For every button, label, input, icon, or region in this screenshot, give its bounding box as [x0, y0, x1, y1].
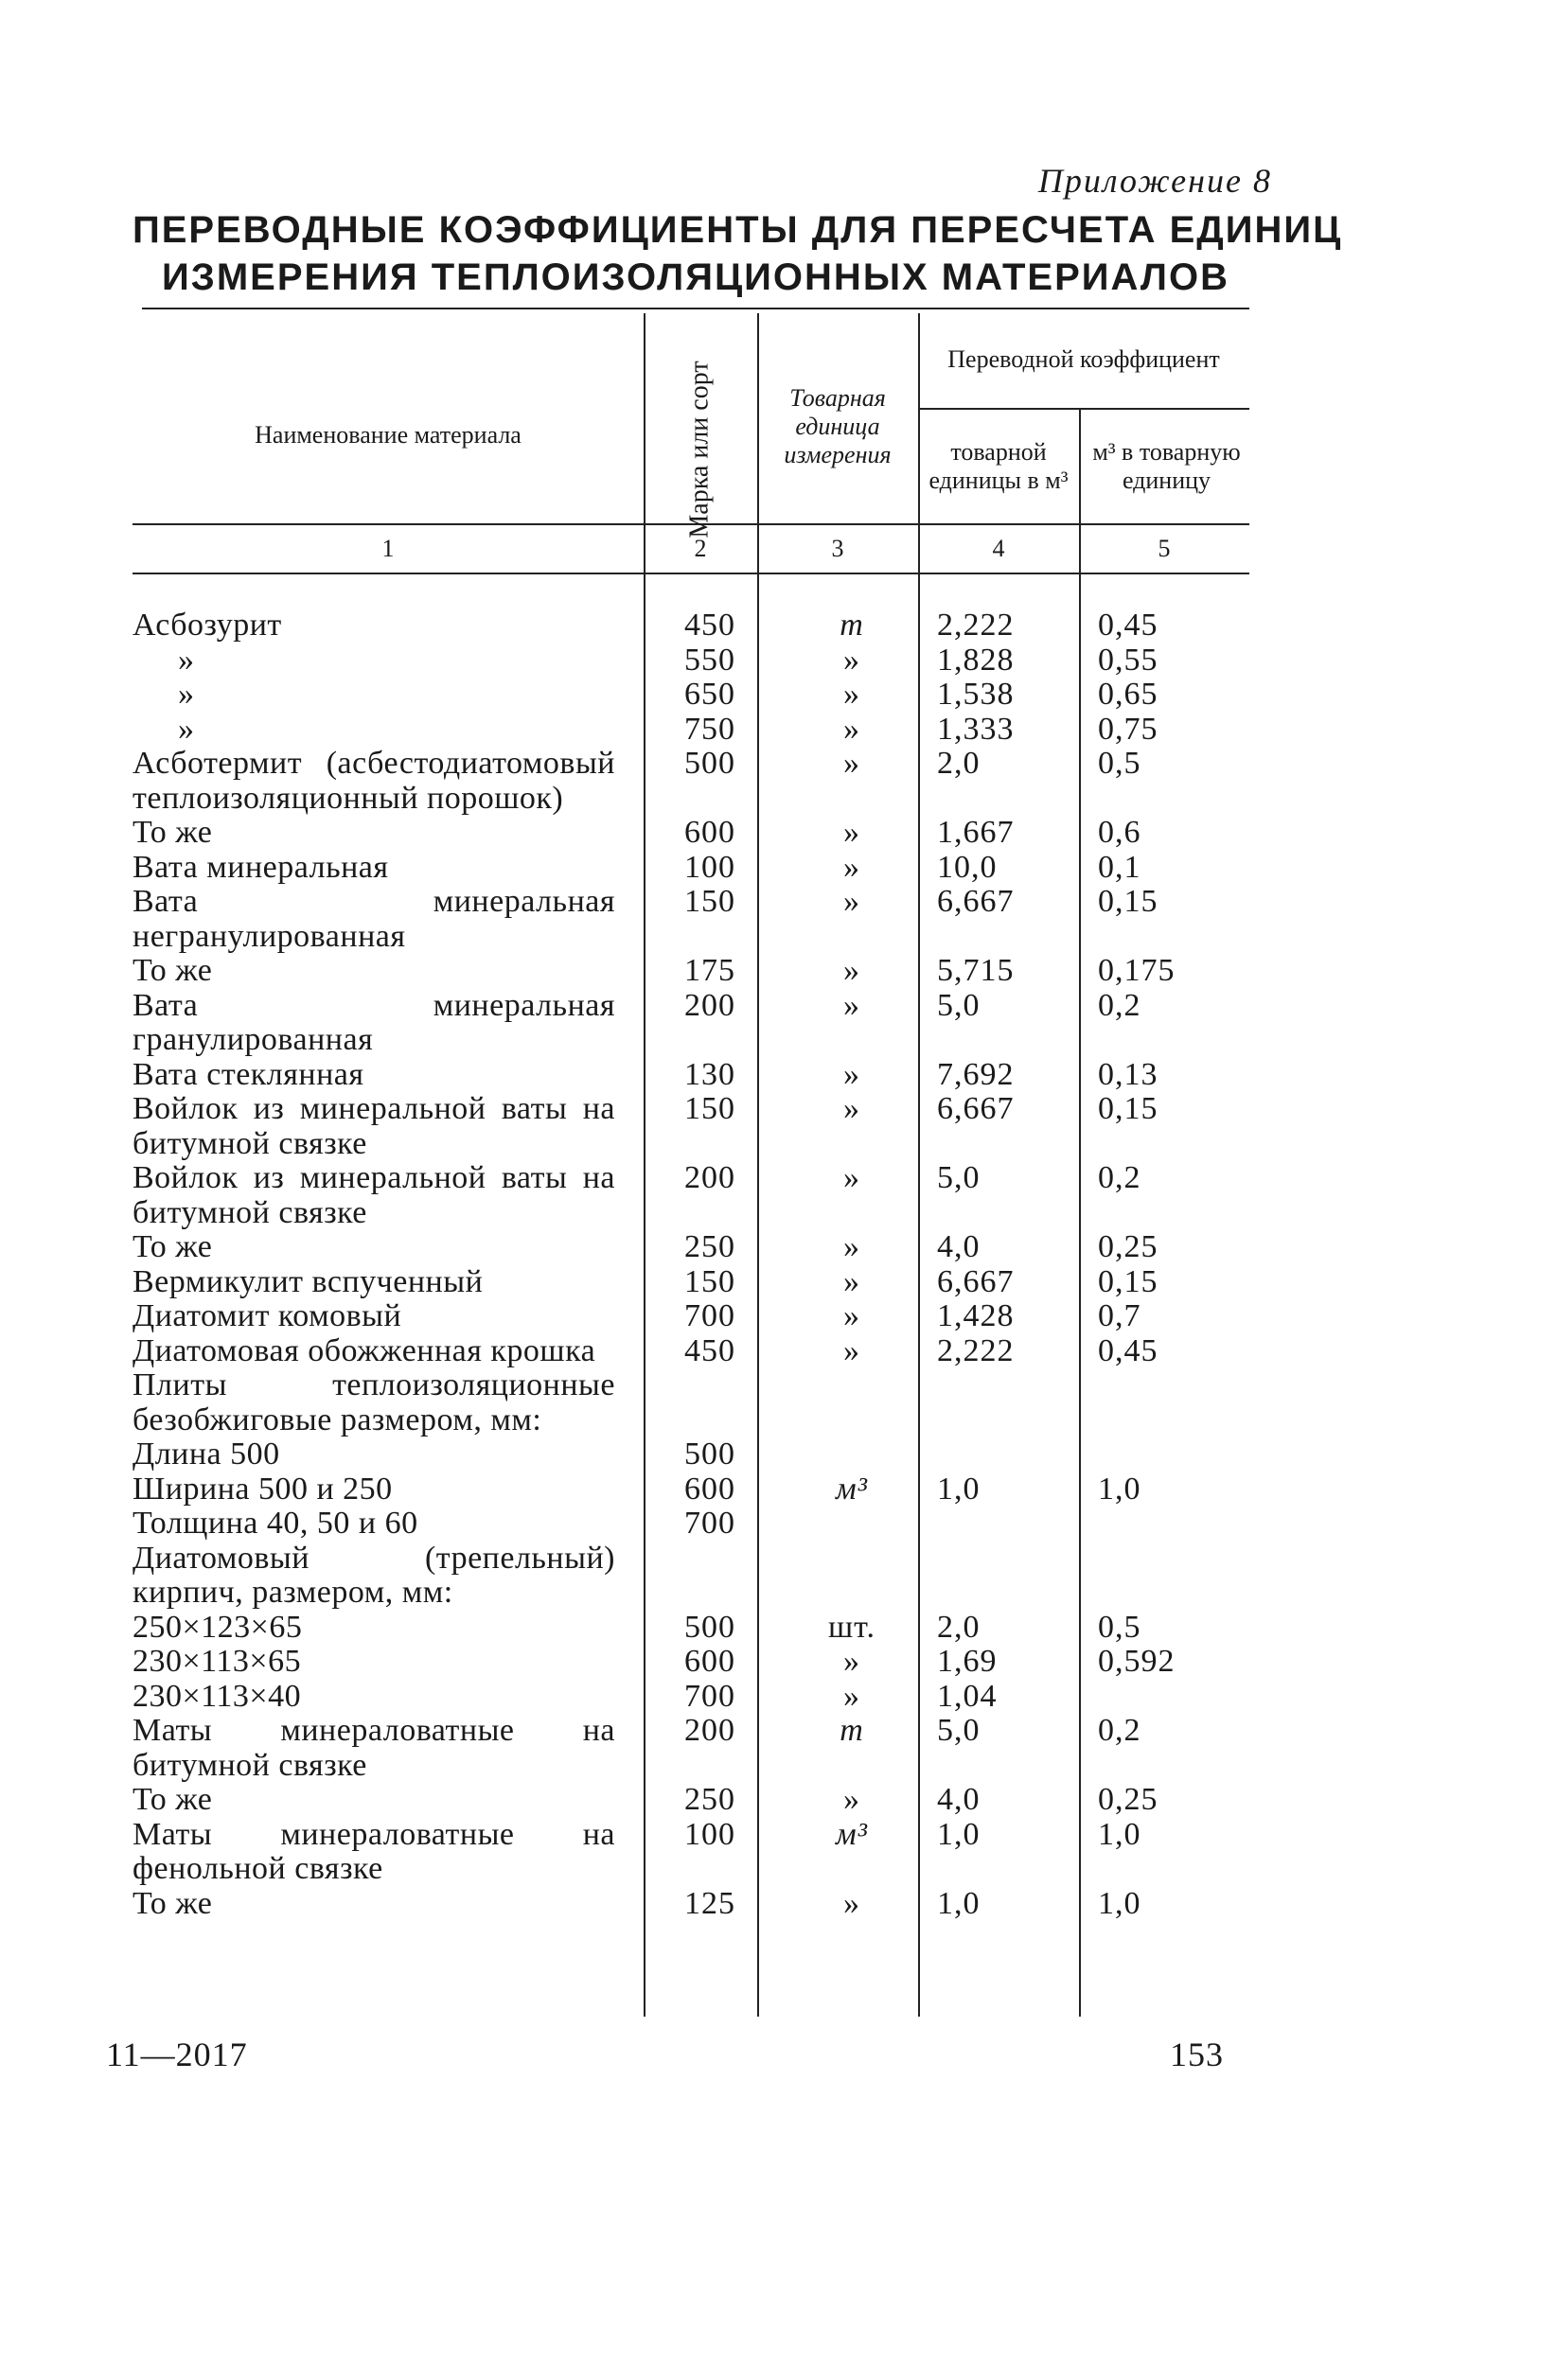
grade-cell: 650	[684, 677, 735, 712]
unit-cell: »	[843, 1332, 860, 1368]
coef-unit-to-m3-cell: 4,0	[937, 1229, 981, 1264]
coef-unit-to-m3-cell: 1,428	[937, 1298, 1015, 1333]
grade-cell: 500	[684, 1609, 735, 1645]
table-row	[133, 1645, 1259, 1680]
coef-m3-to-unit-cell: 1,0	[1098, 1816, 1141, 1852]
grade-cell: 150	[684, 884, 735, 919]
coef-m3-to-unit-cell: 0,2	[1098, 1713, 1141, 1748]
unit-cell: »	[843, 711, 860, 747]
table-row	[133, 1680, 1259, 1715]
header-unit: Товарная единица измерения	[784, 384, 892, 468]
coef-unit-to-m3-cell: 5,715	[937, 953, 1015, 988]
conversion-table	[133, 308, 1259, 2030]
table-row	[133, 1437, 1259, 1472]
grade-cell: 175	[684, 953, 735, 988]
grade-cell: 100	[684, 849, 735, 885]
table-row	[133, 1230, 1259, 1265]
material-name-cell: То же	[133, 1782, 213, 1817]
coef-unit-to-m3-cell: 5,0	[937, 1713, 981, 1748]
header-grade	[644, 361, 757, 538]
material-name-cell: 250×123×65	[133, 1609, 303, 1645]
material-name-cell: Диатомовая обожженная крошка	[133, 1332, 596, 1368]
coef-unit-to-m3-cell: 1,0	[937, 1816, 981, 1852]
title-line-2: ИЗМЕРЕНИЯ ТЕПЛОИЗОЛЯЦИОННЫХ МАТЕРИАЛОВ	[162, 256, 1229, 298]
material-name-cell: Вермикулит вспученный	[133, 1263, 484, 1299]
coef-unit-to-m3-cell: 1,0	[937, 1885, 981, 1921]
coef-unit-to-m3-cell: 1,333	[937, 711, 1015, 747]
unit-cell: »	[843, 1056, 860, 1092]
coef-m3-to-unit-cell: 0,55	[1098, 642, 1158, 678]
header-grade-text: Марка или сорт	[685, 361, 716, 538]
table-row	[133, 643, 1259, 679]
unit-cell: »	[843, 642, 860, 678]
coef-unit-to-m3-cell: 6,667	[937, 1091, 1015, 1126]
grade-cell: 250	[684, 1782, 735, 1817]
coef-m3-to-unit-cell: 0,7	[1098, 1298, 1141, 1333]
unit-cell: »	[843, 953, 860, 988]
unit-cell: шт.	[828, 1609, 875, 1645]
colnum-5: 5	[1158, 535, 1171, 562]
unit-cell: »	[843, 1782, 860, 1817]
material-name-cell: То же	[133, 1885, 213, 1921]
material-name-cell: Вата минеральная негранулированная	[133, 884, 615, 954]
material-name-cell: Вата минеральная гранулированная	[133, 987, 615, 1057]
coef-unit-to-m3-cell: 6,667	[937, 1263, 1015, 1299]
material-name-cell: То же	[133, 1229, 213, 1264]
unit-cell: »	[843, 1229, 860, 1264]
table-row	[133, 1058, 1259, 1093]
table-row	[133, 1818, 1259, 1887]
coef-m3-to-unit-cell: 0,175	[1098, 953, 1176, 988]
grade-cell: 550	[684, 642, 735, 678]
grade-cell: 500	[684, 1437, 735, 1472]
table-row	[133, 678, 1259, 713]
coef-m3-to-unit-cell: 0,25	[1098, 1782, 1158, 1817]
table-row	[133, 1542, 1259, 1611]
coef-m3-to-unit-cell: 0,65	[1098, 677, 1158, 712]
table-body	[133, 608, 1259, 1921]
table-row	[133, 816, 1259, 851]
appendix-label: Приложение 8	[1037, 162, 1272, 200]
unit-cell: »	[843, 677, 860, 712]
table-row	[133, 1887, 1259, 1922]
unit-cell: »	[843, 746, 860, 781]
unit-cell: »	[843, 1678, 860, 1714]
unit-cell: м³	[836, 1471, 868, 1507]
colnum-4: 4	[992, 535, 1005, 562]
coef-m3-to-unit-cell: 0,75	[1098, 711, 1158, 747]
table-row	[133, 989, 1259, 1058]
grade-cell: 700	[684, 1678, 735, 1714]
grade-cell: 130	[684, 1056, 735, 1092]
material-name-cell: То же	[133, 815, 213, 850]
coef-m3-to-unit-cell: 1,0	[1098, 1885, 1141, 1921]
coef-unit-to-m3-cell: 1,828	[937, 642, 1015, 678]
unit-cell: »	[843, 1885, 860, 1921]
material-name-cell: Плиты теплоизоляционные безобжиговые размером, мм:	[133, 1367, 615, 1437]
grade-cell: 250	[684, 1229, 735, 1264]
grade-cell: 200	[684, 987, 735, 1023]
material-name-cell: »	[178, 642, 195, 678]
unit-cell: т	[840, 1713, 864, 1748]
colnum-2: 2	[694, 535, 707, 562]
grade-cell: 200	[684, 1713, 735, 1748]
table-row	[133, 1334, 1259, 1369]
coef-m3-to-unit-cell: 0,15	[1098, 1263, 1158, 1299]
table-row	[133, 851, 1259, 886]
coef-m3-to-unit-cell: 0,1	[1098, 849, 1141, 885]
coef-m3-to-unit-cell: 0,2	[1098, 1160, 1141, 1195]
grade-cell: 600	[684, 1471, 735, 1507]
material-name-cell: Войлок из минеральной ваты на битумной связке	[133, 1160, 615, 1230]
grade-cell: 700	[684, 1298, 735, 1333]
coef-m3-to-unit-cell: 0,592	[1098, 1644, 1176, 1679]
table-row	[133, 608, 1259, 643]
grade-cell: 150	[684, 1263, 735, 1299]
table-row	[133, 1092, 1259, 1161]
page-title	[133, 206, 1343, 301]
table-row	[133, 747, 1259, 816]
coef-unit-to-m3-cell: 1,69	[937, 1644, 998, 1679]
unit-cell: »	[843, 884, 860, 919]
colnum-1: 1	[381, 535, 395, 562]
coef-m3-to-unit-cell: 0,45	[1098, 1332, 1158, 1368]
coef-unit-to-m3-cell: 1,04	[937, 1678, 998, 1714]
grade-cell: 200	[684, 1160, 735, 1195]
table-row	[133, 954, 1259, 989]
grade-cell: 750	[684, 711, 735, 747]
table-row	[133, 1611, 1259, 1646]
colnum-3: 3	[831, 535, 844, 562]
coef-unit-to-m3-cell: 5,0	[937, 1160, 981, 1195]
table-row	[133, 1507, 1259, 1542]
grade-cell: 600	[684, 815, 735, 850]
material-name-cell: То же	[133, 953, 213, 988]
coef-m3-to-unit-cell: 0,25	[1098, 1229, 1158, 1264]
table-row	[133, 713, 1259, 748]
material-name-cell: »	[178, 711, 195, 747]
coef-m3-to-unit-cell: 0,5	[1098, 1609, 1141, 1645]
unit-cell: »	[843, 815, 860, 850]
coef-unit-to-m3-cell: 2,222	[937, 1332, 1015, 1368]
coef-unit-to-m3-cell: 7,692	[937, 1056, 1015, 1092]
grade-cell: 700	[684, 1506, 735, 1541]
material-name-cell: Вата стеклянная	[133, 1056, 364, 1092]
unit-cell: »	[843, 987, 860, 1023]
material-name-cell: Толщина 40, 50 и 60	[133, 1506, 418, 1541]
grade-cell: 600	[684, 1644, 735, 1679]
material-name-cell: Маты минераловатные на фенольной связке	[133, 1816, 615, 1886]
table-row	[133, 1368, 1259, 1437]
grade-cell: 450	[684, 608, 735, 643]
coef-unit-to-m3-cell: 2,0	[937, 1609, 981, 1645]
coef-unit-to-m3-cell: 10,0	[937, 849, 998, 885]
coef-unit-to-m3-cell: 2,222	[937, 608, 1015, 643]
coef-m3-to-unit-cell: 0,13	[1098, 1056, 1158, 1092]
header-material-name: Наименование материала	[255, 421, 522, 449]
coef-unit-to-m3-cell: 4,0	[937, 1782, 981, 1817]
grade-cell: 100	[684, 1816, 735, 1852]
grade-cell: 150	[684, 1091, 735, 1126]
grade-cell: 125	[684, 1885, 735, 1921]
material-name-cell: »	[178, 677, 195, 712]
table-row	[133, 1783, 1259, 1818]
coef-unit-to-m3-cell: 5,0	[937, 987, 981, 1023]
coef-m3-to-unit-cell: 0,15	[1098, 1091, 1158, 1126]
material-name-cell: Асботермит (асбестодиатомовый теплоизоляционный порошок)	[133, 746, 615, 816]
page-number: 153	[1170, 2036, 1224, 2073]
footer-left: 11—2017	[106, 2036, 248, 2073]
header-coef-b: м³ в товарную единицу	[1092, 438, 1241, 494]
unit-cell: »	[843, 1091, 860, 1126]
unit-cell: »	[843, 1160, 860, 1195]
table-top-rule	[142, 308, 1249, 309]
unit-cell: »	[843, 1263, 860, 1299]
table-row	[133, 1299, 1259, 1334]
material-name-cell: Асбозурит	[133, 608, 282, 643]
unit-cell: »	[843, 1298, 860, 1333]
coef-unit-to-m3-cell: 1,667	[937, 815, 1015, 850]
table-row	[133, 1161, 1259, 1230]
coef-m3-to-unit-cell: 0,15	[1098, 884, 1158, 919]
material-name-cell: Войлок из минеральной ваты на битумной связке	[133, 1091, 615, 1161]
coef-m3-to-unit-cell: 0,5	[1098, 746, 1141, 781]
coef-m3-to-unit-cell: 0,45	[1098, 608, 1158, 643]
coef-m3-to-unit-cell: 1,0	[1098, 1471, 1141, 1507]
material-name-cell: Диатомит комовый	[133, 1298, 402, 1333]
coef-unit-to-m3-cell: 2,0	[937, 746, 981, 781]
unit-cell: м³	[836, 1816, 868, 1852]
title-line-1: ПЕРЕВОДНЫЕ КОЭФФИЦИЕНТЫ ДЛЯ ПЕРЕСЧЕТА ЕДИНИЦ	[133, 209, 1343, 251]
table-row	[133, 885, 1259, 954]
material-name-cell: 230×113×40	[133, 1678, 302, 1714]
material-name-cell: Ширина 500 и 250	[133, 1471, 393, 1507]
material-name-cell: Длина 500	[133, 1437, 280, 1472]
table-row	[133, 1714, 1259, 1783]
unit-cell: »	[843, 1644, 860, 1679]
table-row	[133, 1265, 1259, 1300]
material-name-cell: Вата минеральная	[133, 849, 389, 885]
coef-subheader-rule	[918, 408, 1249, 410]
material-name-cell: Диатомовый (трепельный) кирпич, размером, мм:	[133, 1540, 615, 1610]
unit-cell: »	[843, 849, 860, 885]
coef-m3-to-unit-cell: 0,6	[1098, 815, 1141, 850]
coef-unit-to-m3-cell: 1,0	[937, 1471, 981, 1507]
unit-cell: т	[840, 608, 864, 643]
material-name-cell: 230×113×65	[133, 1644, 302, 1679]
colnum-bottom-rule	[133, 573, 1249, 574]
grade-cell: 500	[684, 746, 735, 781]
coef-unit-to-m3-cell: 1,538	[937, 677, 1015, 712]
table-row	[133, 1472, 1259, 1507]
header-coefficient: Переводной коэффициент	[947, 345, 1220, 373]
material-name-cell: Маты минераловатные на битумной связке	[133, 1713, 615, 1783]
coef-m3-to-unit-cell: 0,2	[1098, 987, 1141, 1023]
coef-unit-to-m3-cell: 6,667	[937, 884, 1015, 919]
grade-cell: 450	[684, 1332, 735, 1368]
header-coef-a: товарной единицы в м³	[928, 438, 1069, 494]
